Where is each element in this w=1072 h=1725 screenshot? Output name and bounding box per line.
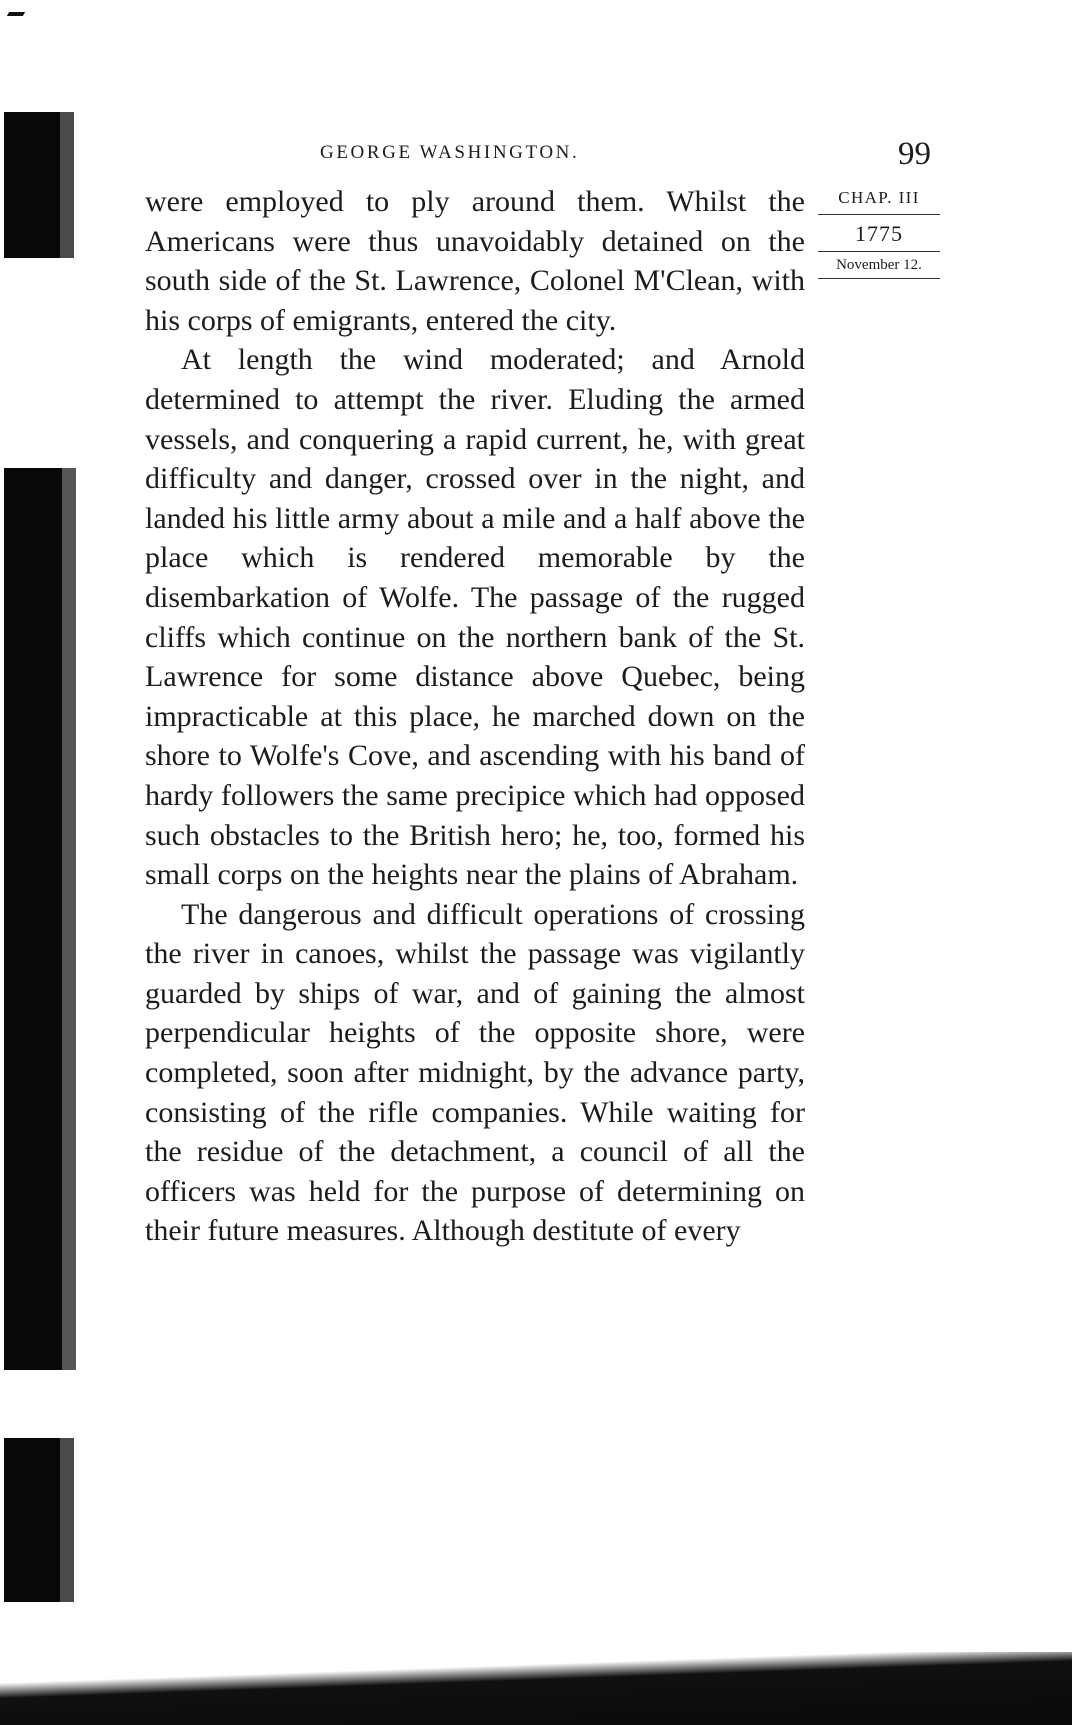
paragraph: were employed to ply around them. Whilst the Americans were thus unavoidably detained on the south side of the St. Lawrence, Colonel M'Clean, with his corps of emigrants, entered the city. [145, 185, 805, 337]
page-number: 99 [898, 136, 931, 172]
margin-chapter: CHAP. III [818, 188, 940, 215]
running-head: GEORGE WASHINGTON. [320, 142, 580, 163]
margin-date: November 12. [818, 252, 940, 279]
page-edge-shadow [4, 1438, 64, 1602]
page-edge-shadow [4, 112, 64, 258]
page-bottom-shadow [0, 1652, 1072, 1725]
page-edge-shadow [60, 1438, 74, 1602]
paragraph: The dangerous and difficult operations of crossing the river in canoes, whilst the passage was vigilantly guarded by ships of war, and of gaining the almost perpendicular heights of the opposite shore, were completed, soon after midnight, by the advance party, consisting of the rifle companies. While waiting for the residue of the detachment, a council of all the officers was held for the purpose of determining on their future measures. Although destitute of every [145, 897, 805, 1248]
page-edge-shadow [60, 112, 74, 258]
page-edge-shadow [4, 468, 66, 1370]
scan-mark [7, 12, 25, 16]
page-edge-shadow [62, 468, 76, 1370]
paragraph: At length the wind moderated; and Arnold determined to attempt the river. Eluding the armed vessels, and conquering a rapid current, he, with great difficulty and danger, crossed over in the night, and landed his little army about a mile and a half above the place which is rendered memorable by the disembarkation of Wolfe. The passage of the rugged cliffs which continue on the northern bank of the St. Lawrence for some distance above Quebec, being impracticable at this place, he marched down on the shore to Wolfe's Cove, and ascending with his band of hardy followers the same precipice which had opposed such obstacles to the British hero; he, too, formed his small corps on the heights near the plains of Abraham. [145, 343, 805, 892]
margin-year: 1775 [818, 215, 940, 252]
margin-notes [818, 188, 940, 279]
body-text [145, 182, 805, 1251]
